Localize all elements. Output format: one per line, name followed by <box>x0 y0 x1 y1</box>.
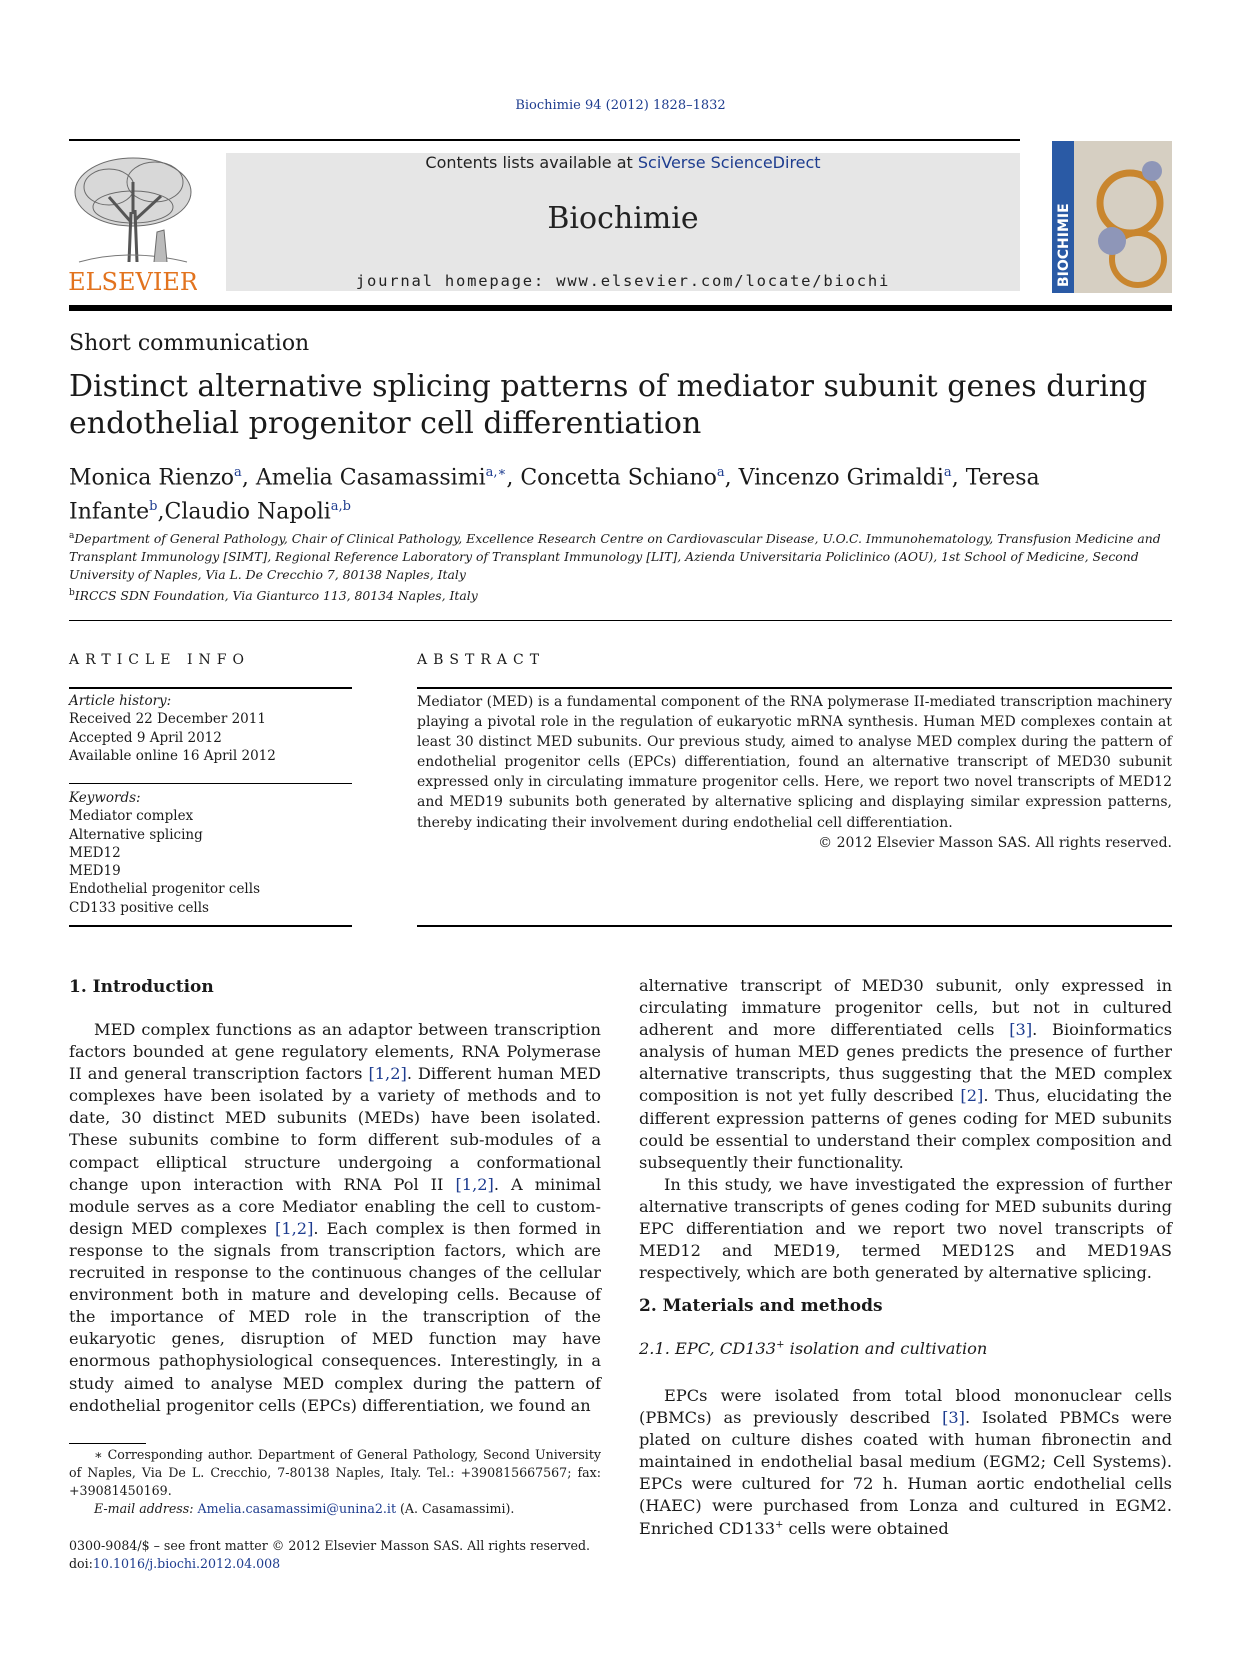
citation-link[interactable]: [3] <box>1009 1020 1033 1040</box>
header-top-rule <box>69 139 1020 141</box>
author-affiliation-mark[interactable]: a,∗ <box>485 465 507 480</box>
abstract-text: Mediator (MED) is a fundamental component of the RNA polymerase II-mediated transcription machinery playing a pivotal role in the regulation of eukaryotic mRNA synthesis. Human MED complexes contain at least 30 distinct MED subunits. Our previous study, aimed to analyse MED complex during the pattern of endothelial progenitor cells (EPCs) differentiation, found an alternative transcript of MED30 subunit expressed only in circulating immature progenitor cells. Here, we report two novel transcripts of MED12 and MED19 subunits both generated by alternative splicing and displaying similar expression patterns, thereby indicating their involvement during endothelial cell differentiation. <box>417 694 1172 831</box>
elsevier-logo <box>69 152 197 297</box>
article-info-heading: ARTICLE INFO <box>69 652 250 668</box>
keywords <box>69 789 352 917</box>
author-separator: , <box>157 499 165 525</box>
contents-line <box>226 153 1020 172</box>
methods-text <box>639 1385 1172 1540</box>
text-run: alternative transcript of MED30 subunit, only expressed in circulating immature progenitor cells, but not in cultured adherent and more differentiated cells <box>639 976 1172 1040</box>
email-suffix: (A. Casamassimi). <box>396 1501 515 1516</box>
contents-prefix: Contents lists available at <box>425 153 638 172</box>
author-affiliation-mark[interactable]: a <box>234 465 242 480</box>
doi-label: doi: <box>69 1556 93 1571</box>
author-affiliation-mark[interactable]: a <box>943 465 952 480</box>
introduction-continued <box>639 975 1172 1284</box>
history-accepted: Accepted 9 April 2012 <box>69 729 222 746</box>
text-run: . Each complex is then formed in response to the signals from transcription factors, which are recruited in response to the continuous changes of the cellular environment both in mature and developing cells. Because of the importance of MED role in the transcription of the eukaryotic genes, disruption of MED function may have enormous pathophysiological consequences. Interestingly, in a study aimed to analyse MED complex during the pattern of endothelial progenitor cells (EPCs) differentiation, we found an <box>69 1218 601 1415</box>
introduction-text <box>69 1019 601 1417</box>
keyword: Alternative splicing <box>69 826 203 843</box>
footnote-rule <box>69 1443 146 1444</box>
keyword: Endothelial progenitor cells <box>69 881 260 898</box>
abstract-copyright: © 2012 Elsevier Masson SAS. All rights reserved. <box>818 834 1172 851</box>
article-type: Short communication <box>69 331 310 356</box>
paragraph <box>639 1385 1172 1540</box>
affiliation <box>69 527 1179 584</box>
journal-citation[interactable]: Biochimie 94 (2012) 1828–1832 <box>515 98 726 113</box>
author-separator: , <box>724 465 739 491</box>
article-title: Distinct alternative splicing patterns of mediator subunit genes during endothelial progenitor cell differentiation <box>69 369 1148 441</box>
text-run: . A minimal module serves as a core Mediator enabling the cell to custom-design MED complexes <box>69 1174 601 1238</box>
paragraph <box>69 1019 601 1417</box>
footnote-mark: ∗ <box>94 1447 103 1462</box>
front-matter-info <box>69 1537 629 1573</box>
paragraph: In this study, we have investigated the expression of further alternative transcripts of genes coding for MED subunits during EPC differentiation and we report two novel transcripts of MED12 and MED19, termed MED12S and MED19AS respectively, which are both generated by alternative splicing. <box>639 1174 1172 1283</box>
citation-link[interactable]: [2] <box>960 1086 984 1106</box>
author-name: Concetta Schiano <box>520 465 717 491</box>
sciencedirect-link[interactable]: SciVerse ScienceDirect <box>637 153 821 172</box>
keyword: MED19 <box>69 863 121 880</box>
history-label: Article history: <box>69 693 172 709</box>
elsevier-tree-icon <box>69 152 197 297</box>
abstract-bottom-rule <box>417 925 1172 927</box>
author-affiliation-mark[interactable]: b <box>149 499 158 515</box>
article-info-bottom-rule <box>69 925 352 927</box>
article-info-divider <box>69 783 352 784</box>
subsection-heading <box>639 1339 987 1358</box>
text-run: isolation and cultivation <box>784 1339 988 1358</box>
citation-link[interactable]: [1,2] <box>275 1218 314 1238</box>
history-received: Received 22 December 2011 <box>69 711 266 728</box>
author-separator: , <box>951 465 966 491</box>
affiliation-text: Department of General Pathology, Chair of Clinical Pathology, Excellence Research Centre on Cardiovascular Disease, U.O.C. Immunohematology, Transfusion Medicine and Transplant Immunology [SIMT], Regional Reference Laboratory of Transplant Immunology [LIT], Azienda Universitaria Policlinico (AOU), 1st School of Medicine, Second University of Naples, Via L. De Crecchio 7, 80138 Naples, Italy <box>69 531 1161 583</box>
title-block-rule <box>69 620 1172 621</box>
author-list <box>69 458 1179 527</box>
author-name: Claudio Napoli <box>164 499 331 525</box>
journal-cover-image <box>1052 141 1172 293</box>
author-affiliation-mark[interactable]: a,b <box>330 499 351 515</box>
email-link[interactable]: Amelia.casamassimi@unina2.it <box>197 1501 396 1516</box>
keywords-label: Keywords: <box>69 790 141 806</box>
affiliation-mark: a <box>69 531 75 541</box>
section-heading-introduction: 1. Introduction <box>69 977 214 997</box>
abstract-body <box>417 692 1172 853</box>
citation-link[interactable]: [1,2] <box>455 1174 494 1194</box>
abstract-heading: ABSTRACT <box>417 652 546 668</box>
footnote-text <box>69 1446 601 1500</box>
cover-title: BIOCHIMIE <box>1056 203 1072 287</box>
author-affiliation-mark[interactable]: a <box>716 465 725 480</box>
text-run: . Isolated PBMCs were plated on culture dishes coated with human fibronectin and maintained in endothelial basal medium (EGM2; Cell Systems). EPCs were cultured for 72 h. Human aortic endothelial cells (HAEC) were purchased from Lonza and cultured in EGM2. Enriched CD133 <box>639 1408 1172 1538</box>
author-separator: , <box>241 465 256 491</box>
author-separator: , <box>506 465 521 491</box>
affiliation-mark: b <box>69 588 75 599</box>
keyword: CD133 positive cells <box>69 899 209 916</box>
footnote-body: Corresponding author. Department of General Pathology, Second University of Naples, Via De L. Crecchio, 7-80138 Naples, Italy. Tel.: +390815667567; fax: +39081450169. <box>69 1447 601 1498</box>
affiliation <box>69 584 1179 605</box>
text-run: . Bioinformatics analysis of human MED genes predicts the presence of further alternative transcripts, thus suggesting that the MED complex composition is not yet fully described <box>639 1020 1173 1106</box>
author-name: Amelia Casamassimi <box>255 465 486 491</box>
affiliations <box>69 527 1179 605</box>
section-heading-methods: 2. Materials and methods <box>639 1296 883 1316</box>
text-run: cells were obtained <box>783 1518 949 1538</box>
citation-link[interactable]: [1,2] <box>368 1064 407 1084</box>
header-thick-rule <box>69 305 1172 311</box>
text-run: EPCs were isolated from total blood mononuclear cells (PBMCs) as previously described <box>639 1386 1172 1428</box>
text-run: . Thus, elucidating the different expression patterns of genes coding for MED subunits could be essential to understand their complex composition and subsequently their functionality. <box>639 1086 1172 1172</box>
doi-line <box>69 1555 629 1573</box>
superscript: + <box>776 1339 785 1351</box>
paragraph <box>639 975 1172 1174</box>
doi-link[interactable]: 10.1016/j.biochi.2012.04.008 <box>92 1556 281 1571</box>
history-online: Available online 16 April 2012 <box>69 747 276 764</box>
journal-name: Biochimie <box>547 201 699 236</box>
email-label: E-mail address: <box>94 1501 198 1516</box>
journal-banner <box>226 153 1020 291</box>
elsevier-wordmark: ELSEVIER <box>69 268 197 296</box>
text-run: MED complex functions as an adaptor between transcription factors bounded at gene regulatory elements, RNA Polymerase II and general transcription factors <box>69 1020 601 1084</box>
author-name: Teresa Infante <box>69 465 1040 525</box>
superscript: + <box>775 1519 784 1531</box>
journal-homepage[interactable]: journal homepage: www.elsevier.com/locate/biochi <box>355 272 891 290</box>
email-line <box>69 1500 601 1518</box>
text-run: 2.1. EPC, CD133 <box>639 1339 777 1358</box>
author-name: Monica Rienzo <box>69 465 235 491</box>
corresponding-author-footnote <box>69 1446 601 1518</box>
article-history <box>69 692 352 765</box>
text-run: . Different human MED complexes have been isolated by a variety of methods and to date, 30 distinct MED subunits (MEDs) have been isolated. These subunits combine to form different sub-modules of a compact elliptical structure undergoing a conformational change upon interaction with RNA Pol II <box>69 1064 602 1194</box>
affiliation-text: IRCCS SDN Foundation, Via Gianturco 113, 80134 Naples, Italy <box>74 588 478 604</box>
abstract-rule <box>417 687 1172 689</box>
article-info-rule <box>69 687 352 689</box>
keyword: Mediator complex <box>69 808 194 825</box>
issn-line: 0300-9084/$ – see front matter © 2012 Elsevier Masson SAS. All rights reserved. <box>69 1538 591 1553</box>
keyword: MED12 <box>69 844 121 861</box>
citation-link[interactable]: [3] <box>942 1408 965 1428</box>
author-name: Vincenzo Grimaldi <box>738 465 944 491</box>
